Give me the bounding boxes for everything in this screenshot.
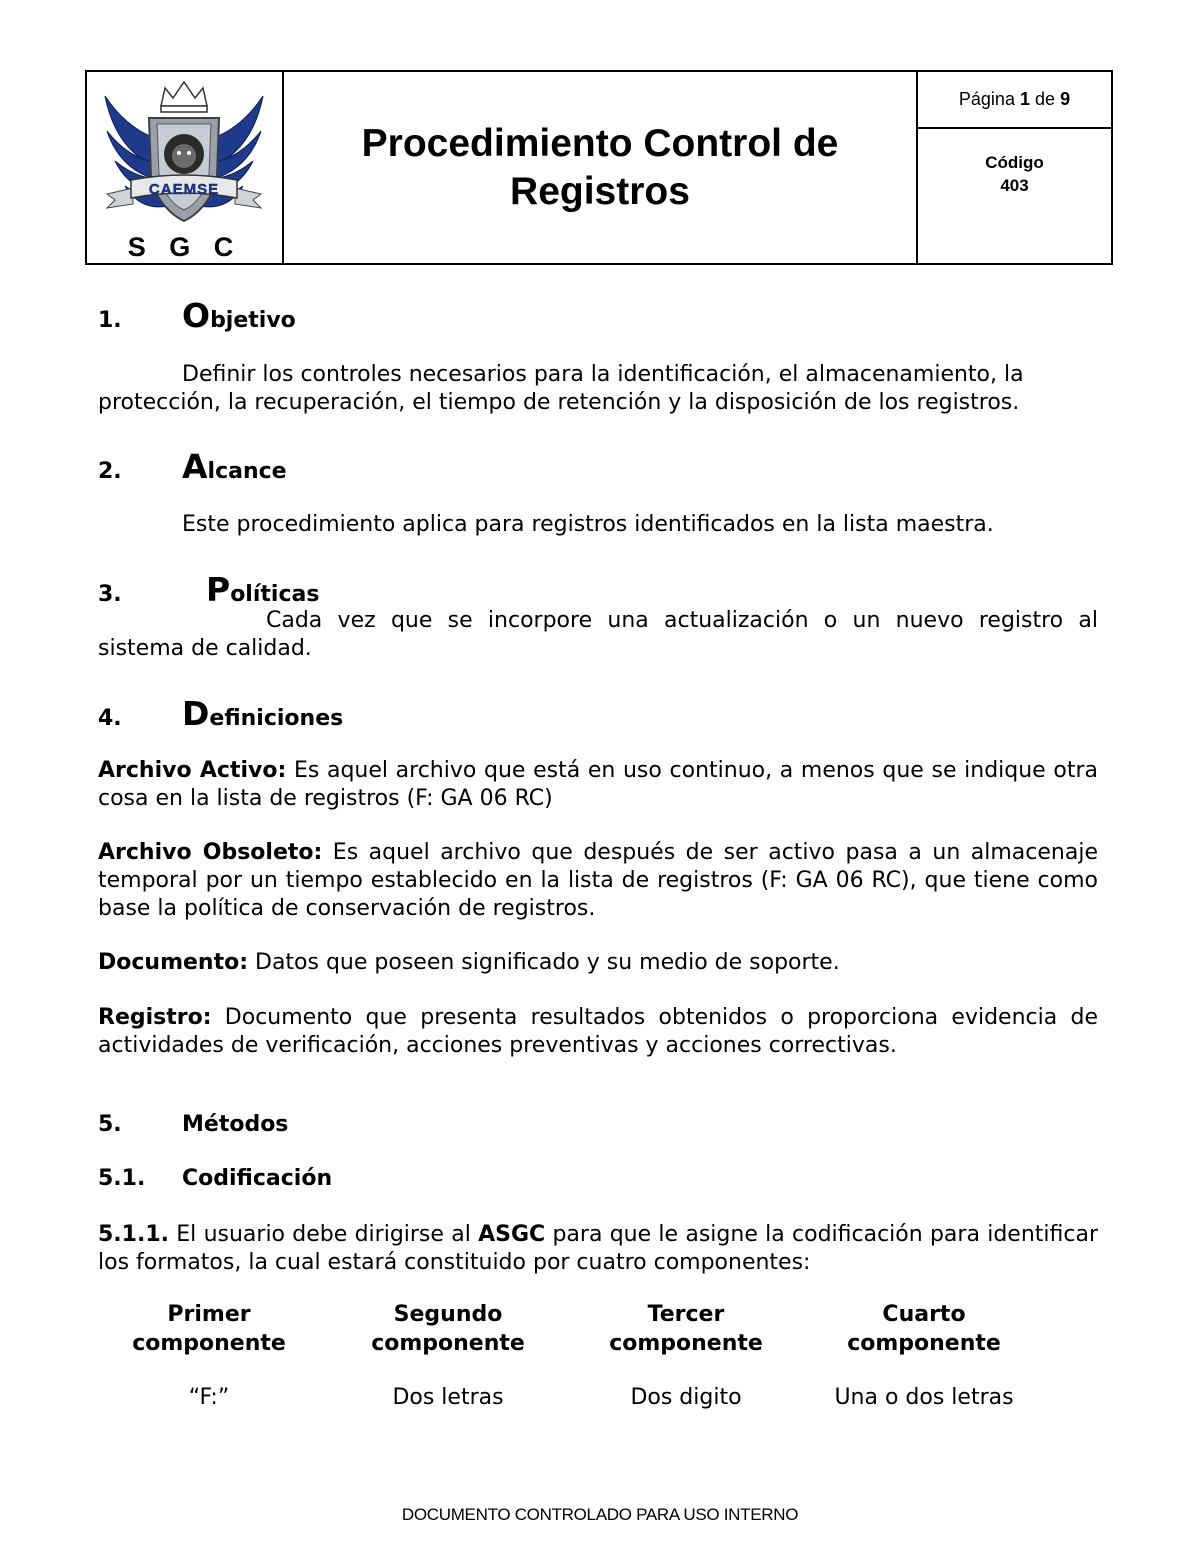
title-line-2: Registros [510, 169, 690, 213]
component-2 [328, 1300, 568, 1412]
page-footer: DOCUMENTO CONTROLADO PARA USO INTERNO [401, 1505, 799, 1524]
component-value: “F:” [188, 1385, 230, 1410]
heading-initial: A [182, 447, 208, 486]
section-number: 1. [98, 308, 122, 333]
section-heading-definiciones [98, 694, 343, 733]
section-number: 2. [98, 459, 122, 484]
page-of: de [1035, 89, 1056, 109]
component-title: Segundo [393, 1302, 503, 1327]
definition-archivo-obsoleto [98, 839, 1098, 923]
paragraph-number: 5.1.1. [98, 1222, 169, 1247]
title-cell [284, 72, 918, 263]
heading-rest: lcance [207, 459, 287, 484]
heading-rest: bjetivo [210, 308, 296, 333]
definition-text: Documento que presenta resultados obtenidos o proporciona evidencia de actividades de verificación, acciones preventivas y acciones correctivas. [98, 1005, 1098, 1058]
sgc-label: S G C [127, 232, 242, 262]
definition-term: Documento: [98, 950, 249, 975]
section-number: 5.1. [98, 1166, 146, 1191]
section-heading-alcance [98, 447, 287, 486]
section-heading-objetivo [98, 296, 296, 335]
definition-term: Archivo Activo: [98, 758, 287, 783]
code-cell [918, 129, 1111, 263]
paragraph-text-bold: ASGC [478, 1222, 546, 1247]
section-number: 5. [98, 1112, 122, 1137]
section-heading-metodos [98, 1112, 288, 1137]
page-total: 9 [1060, 89, 1071, 109]
component-4 [804, 1300, 1044, 1412]
heading-initial: D [182, 694, 210, 733]
page-label: Página [958, 89, 1015, 109]
component-value: Una o dos letras [834, 1385, 1014, 1410]
section-heading-codificacion [98, 1166, 332, 1191]
definition-documento [98, 949, 1098, 977]
heading-title: Codificación [182, 1166, 333, 1191]
component-title: Primer [167, 1302, 251, 1327]
page-number-cell [918, 72, 1111, 129]
document-header [85, 70, 1113, 265]
definition-term: Archivo Obsoleto: [98, 840, 323, 865]
paragraph-text-post: para que le asigne la codificación para identificar los formatos, la cual estará constituido por cuatro componentes: [98, 1222, 1098, 1275]
definition-text: Es aquel archivo que está en uso continuo, a menos que se indique otra cosa en la lista de registros (F: GA 06 RC) [98, 758, 1098, 811]
definition-text: Datos que poseen significado y su medio de soporte. [248, 950, 840, 975]
logo-cell [87, 72, 284, 263]
component-1 [89, 1300, 329, 1412]
objetivo-line-2: protección, la recuperación, el tiempo de retención y la disposición de los registros. [98, 390, 1020, 415]
definition-registro [98, 1004, 1098, 1060]
alcance-text: Este procedimiento aplica para registros identificados en la lista maestra. [182, 512, 994, 537]
component-value: Dos letras [392, 1385, 504, 1410]
document-title [362, 120, 839, 216]
code-label: Código [985, 153, 1044, 172]
objetivo-line-1: Definir los controles necesarios para la identificación, el almacenamiento, la [182, 362, 1024, 387]
section-number: 4. [98, 706, 122, 731]
heading-initial: P [206, 570, 231, 609]
component-title: Cuarto [882, 1302, 966, 1327]
component-title: componente [132, 1331, 286, 1356]
component-title: Tercer [647, 1302, 725, 1327]
paragraph-text-pre: El usuario debe dirigirse al [169, 1222, 479, 1247]
heading-rest: efiniciones [209, 706, 344, 731]
component-3 [566, 1300, 806, 1412]
component-title: componente [371, 1331, 525, 1356]
title-line-1: Procedimiento Control de [361, 121, 839, 165]
section-heading-politicas [98, 570, 319, 609]
definition-text: Es aquel archivo que después de ser activo pasa a un almacenaje temporal por un tiempo establecido en la lista de registros (F: GA 06 RC), que tiene como base la política de conservación de registros. [98, 840, 1098, 921]
definition-archivo-activo [98, 757, 1098, 813]
objetivo-text [98, 361, 1098, 417]
heading-initial: O [182, 296, 211, 335]
page-current: 1 [1019, 89, 1030, 109]
politicas-text: Cada vez que se incorpore una actualización o un nuevo registro al sistema de calidad. [98, 608, 1098, 661]
definition-term: Registro: [98, 1005, 212, 1030]
component-title: componente [609, 1331, 763, 1356]
code-value: 403 [1000, 176, 1029, 195]
section-number: 3. [98, 582, 122, 607]
component-title: componente [847, 1331, 1001, 1356]
paragraph-5-1-1 [98, 1221, 1098, 1277]
logo-text: CAEMSE [148, 181, 220, 198]
caemse-logo-icon [95, 76, 273, 236]
component-value: Dos digito [630, 1385, 742, 1410]
heading-rest: olíticas [230, 582, 320, 607]
heading-title: Métodos [182, 1112, 289, 1137]
